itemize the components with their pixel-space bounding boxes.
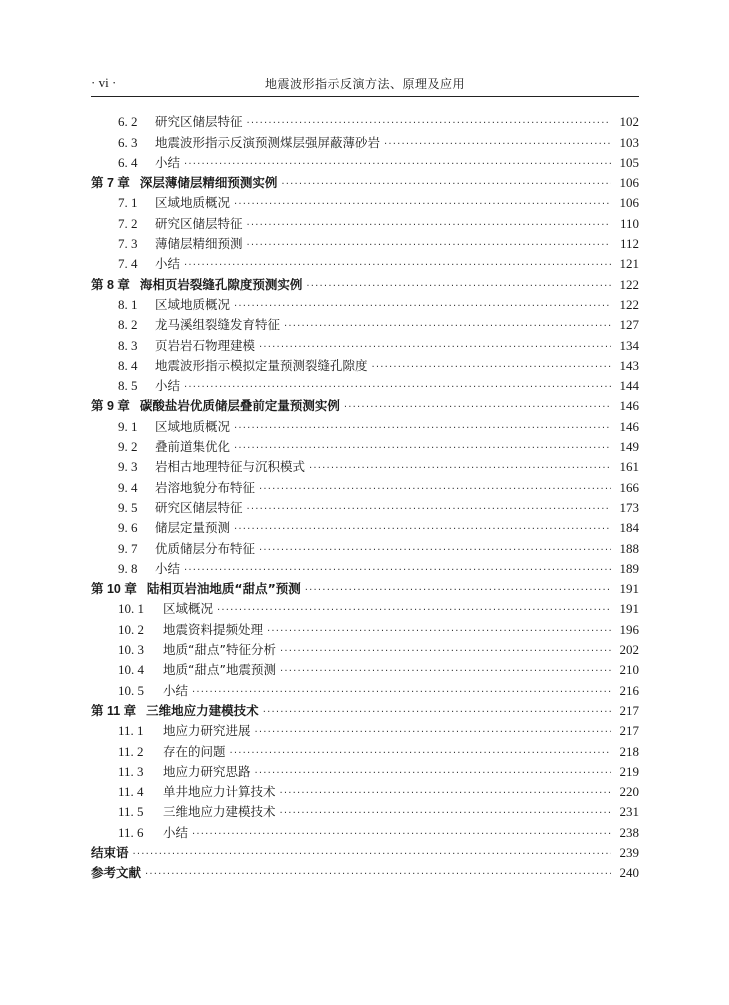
dot-leader	[234, 423, 611, 435]
toc-section-entry[interactable]	[91, 232, 639, 252]
toc-section-entry[interactable]	[91, 597, 639, 617]
entry-page-number: 217	[619, 702, 639, 718]
dot-leader	[267, 626, 611, 638]
entry-title: 小结	[155, 378, 181, 394]
dot-leader	[255, 768, 611, 780]
entry-title: 小结	[155, 256, 181, 272]
entry-page-number: 103	[619, 134, 639, 150]
dot-leader	[230, 748, 611, 760]
entry-title: 区域地质概况	[155, 418, 231, 434]
dot-leader	[284, 321, 611, 333]
entry-page-number: 110	[619, 215, 639, 231]
page-number: · vi ·	[91, 75, 117, 90]
entry-number: 7. 1	[118, 195, 138, 211]
toc-section-entry[interactable]	[91, 374, 639, 394]
entry-number: 9. 8	[118, 560, 138, 576]
entry-number: 9. 4	[118, 479, 138, 495]
toc-section-entry[interactable]	[91, 252, 639, 272]
entry-title: 优质储层分布特征	[155, 540, 256, 556]
entry-number: 第 10 章	[91, 582, 137, 597]
dot-leader	[234, 524, 611, 536]
toc-section-entry[interactable]	[91, 191, 639, 211]
toc-section-entry[interactable]	[91, 455, 639, 475]
entry-page-number: 149	[619, 439, 639, 455]
entry-page-number: 106	[619, 175, 639, 191]
entry-title: 区域地质概况	[155, 296, 231, 312]
entry-title: 深层薄储层精细预测实例	[139, 175, 278, 191]
entry-title: 存在的问题	[163, 743, 226, 759]
entry-title: 地应力研究思路	[163, 763, 251, 779]
entry-page-number: 238	[619, 824, 639, 840]
dot-leader	[234, 301, 611, 313]
dot-leader	[281, 179, 611, 191]
entry-number: 9. 5	[118, 499, 138, 515]
entry-page-number: 191	[619, 601, 639, 617]
entry-page-number: 189	[619, 560, 639, 576]
entry-title: 研究区储层特征	[155, 114, 243, 130]
entry-page-number: 146	[619, 398, 639, 414]
dot-leader	[192, 687, 611, 699]
dot-leader	[184, 382, 611, 394]
entry-page-number: 220	[619, 784, 639, 800]
entry-page-number: 143	[619, 357, 639, 373]
toc-chapter-entry[interactable]	[91, 861, 639, 881]
entry-number: 8. 4	[118, 357, 138, 373]
entry-page-number: 134	[619, 337, 639, 353]
entry-number: 6. 4	[118, 154, 138, 170]
toc-chapter-entry[interactable]	[91, 394, 639, 414]
entry-title: 地震波形指示模拟定量预测裂缝孔隙度	[155, 357, 368, 373]
toc-section-entry[interactable]	[91, 333, 639, 353]
dot-leader	[372, 362, 611, 374]
entry-title: 三维地应力建模技术	[146, 702, 259, 718]
entry-title: 海相页岩裂缝孔隙度预测实例	[139, 276, 303, 292]
entry-number: 8. 2	[118, 317, 138, 333]
entry-page-number: 127	[619, 317, 639, 333]
dot-leader	[234, 199, 611, 211]
toc-section-entry[interactable]	[91, 557, 639, 577]
dot-leader	[247, 118, 611, 130]
entry-page-number: 202	[619, 642, 639, 658]
entry-number: 11. 4	[118, 784, 144, 800]
dot-leader	[247, 240, 611, 252]
entry-title: 页岩岩石物理建模	[155, 337, 256, 353]
entry-title: 三维地应力建模技术	[163, 804, 276, 820]
toc-section-entry[interactable]	[91, 617, 639, 637]
dot-leader	[184, 565, 611, 577]
entry-title: 单井地应力计算技术	[163, 784, 276, 800]
dot-leader	[247, 220, 611, 232]
entry-number: 第 11 章	[91, 703, 137, 718]
entry-title: 小结	[155, 154, 181, 170]
toc-section-entry[interactable]	[91, 820, 639, 840]
entry-page-number: 105	[619, 154, 639, 170]
entry-number: 第 8 章	[91, 277, 130, 292]
toc-section-entry[interactable]	[91, 435, 639, 455]
entry-number: 10. 5	[118, 682, 144, 698]
entry-number: 11. 2	[118, 743, 144, 759]
entry-title: 小结	[155, 560, 181, 576]
toc-section-entry[interactable]	[91, 760, 639, 780]
dot-leader	[280, 646, 611, 658]
entry-number: 10. 2	[118, 621, 144, 637]
toc-section-entry[interactable]	[91, 496, 639, 516]
dot-leader	[217, 605, 611, 617]
entry-number: 11. 3	[118, 763, 144, 779]
entry-title: 地质“甜点”地震预测	[163, 662, 276, 678]
entry-page-number: 184	[619, 520, 639, 536]
entry-page-number: 218	[619, 743, 639, 759]
entry-title: 小结	[163, 824, 189, 840]
entry-number: 第 7 章	[91, 176, 130, 191]
entry-page-number: 173	[619, 499, 639, 515]
entry-title: 地震资料提频处理	[163, 621, 264, 637]
toc-section-entry[interactable]	[91, 658, 639, 678]
entry-page-number: 217	[619, 723, 639, 739]
dot-leader	[255, 727, 611, 739]
toc-section-entry[interactable]	[91, 739, 639, 759]
entry-title: 研究区储层特征	[155, 499, 243, 515]
toc-chapter-entry[interactable]	[91, 272, 639, 292]
entry-page-number: 231	[619, 804, 639, 820]
entry-number: 11. 6	[118, 824, 144, 840]
toc-section-entry[interactable]	[91, 313, 639, 333]
dot-leader	[309, 463, 611, 475]
entry-title: 储层定量预测	[155, 520, 231, 536]
entry-page-number: 161	[619, 459, 639, 475]
toc-section-entry[interactable]	[91, 151, 639, 171]
entry-number: 8. 5	[118, 378, 138, 394]
entry-title: 叠前道集优化	[155, 439, 231, 455]
entry-number: 9. 7	[118, 540, 138, 556]
entry-title: 地震波形指示反演预测煤层强屏蔽薄砂岩	[155, 134, 381, 150]
entry-number: 6. 3	[118, 134, 138, 150]
dot-leader	[263, 707, 611, 719]
toc-chapter-entry[interactable]	[91, 577, 639, 597]
entry-title: 参考文献	[91, 865, 142, 881]
entry-number: 7. 2	[118, 215, 138, 231]
dot-leader	[305, 585, 611, 597]
dot-leader	[306, 281, 611, 293]
toc-section-entry[interactable]	[91, 354, 639, 374]
entry-page-number: 216	[619, 682, 639, 698]
toc-section-entry[interactable]	[91, 130, 639, 150]
entry-number: 6. 2	[118, 114, 138, 130]
dot-leader	[259, 545, 611, 557]
entry-page-number: 122	[619, 276, 639, 292]
entry-number: 第 9 章	[91, 399, 130, 414]
toc-section-entry[interactable]	[91, 516, 639, 536]
entry-title: 陆相页岩油地质“甜点”预测	[146, 581, 301, 597]
dot-leader	[384, 139, 611, 151]
entry-number: 9. 3	[118, 459, 138, 475]
toc-section-entry[interactable]	[91, 475, 639, 495]
dot-leader	[259, 484, 611, 496]
toc-section-entry[interactable]	[91, 719, 639, 739]
entry-page-number: 188	[619, 540, 639, 556]
entry-page-number: 106	[619, 195, 639, 211]
toc-chapter-entry[interactable]	[91, 699, 639, 719]
dot-leader	[280, 808, 611, 820]
entry-title: 薄储层精细预测	[155, 236, 243, 252]
dot-leader	[280, 788, 611, 800]
entry-page-number: 219	[619, 763, 639, 779]
dot-leader	[184, 159, 611, 171]
entry-page-number: 240	[619, 865, 639, 881]
entry-title: 小结	[163, 682, 189, 698]
toc-section-entry[interactable]	[91, 211, 639, 231]
dot-leader	[184, 260, 611, 272]
dot-leader	[247, 504, 611, 516]
toc-section-entry[interactable]	[91, 638, 639, 658]
dot-leader	[280, 666, 611, 678]
toc-section-entry[interactable]	[91, 293, 639, 313]
entry-number: 7. 4	[118, 256, 138, 272]
entry-title: 区域概况	[163, 601, 214, 617]
entry-title: 区域地质概况	[155, 195, 231, 211]
entry-title: 地应力研究进展	[163, 723, 251, 739]
entry-number: 8. 1	[118, 296, 138, 312]
entry-title: 龙马溪组裂缝发育特征	[155, 317, 281, 333]
entry-page-number: 144	[619, 378, 639, 394]
entry-page-number: 121	[619, 256, 639, 272]
entry-page-number: 102	[619, 114, 639, 130]
entry-page-number: 166	[619, 479, 639, 495]
toc-chapter-entry[interactable]	[91, 841, 639, 861]
toc-section-entry[interactable]	[91, 800, 639, 820]
dot-leader	[145, 869, 611, 881]
entry-number: 9. 6	[118, 520, 138, 536]
entry-title: 岩溶地貌分布特征	[155, 479, 256, 495]
entry-number: 11. 5	[118, 804, 144, 820]
running-title: 地震波形指示反演方法、原理及应用	[264, 77, 465, 91]
entry-number: 11. 1	[118, 723, 144, 739]
entry-number: 9. 1	[118, 418, 138, 434]
dot-leader	[192, 829, 611, 841]
entry-title: 岩相古地理特征与沉积模式	[155, 459, 306, 475]
entry-page-number: 196	[619, 621, 639, 637]
running-header	[91, 74, 639, 97]
entry-number: 10. 3	[118, 642, 144, 658]
toc-section-entry[interactable]	[91, 110, 639, 130]
entry-page-number: 210	[619, 662, 639, 678]
entry-number: 8. 3	[118, 337, 138, 353]
entry-title: 地质“甜点”特征分析	[163, 642, 276, 658]
entry-number: 10. 4	[118, 662, 144, 678]
entry-title: 结束语	[91, 844, 129, 860]
entry-title: 研究区储层特征	[155, 215, 243, 231]
entry-number: 7. 3	[118, 236, 138, 252]
entry-number: 10. 1	[118, 601, 144, 617]
entry-number: 9. 2	[118, 439, 138, 455]
entry-page-number: 191	[619, 581, 639, 597]
toc-section-entry[interactable]	[91, 414, 639, 434]
entry-page-number: 112	[619, 236, 639, 252]
entry-page-number: 239	[619, 844, 639, 860]
toc-section-entry[interactable]	[91, 536, 639, 556]
dot-leader	[133, 849, 611, 861]
entry-page-number: 146	[619, 418, 639, 434]
dot-leader	[234, 443, 611, 455]
dot-leader	[259, 342, 611, 354]
toc-chapter-entry[interactable]	[91, 171, 639, 191]
entry-title: 碳酸盐岩优质储层叠前定量预测实例	[139, 398, 340, 414]
dot-leader	[344, 402, 611, 414]
toc-section-entry[interactable]	[91, 678, 639, 698]
toc-section-entry[interactable]	[91, 780, 639, 800]
entry-page-number: 122	[619, 296, 639, 312]
table-of-contents	[91, 110, 639, 881]
